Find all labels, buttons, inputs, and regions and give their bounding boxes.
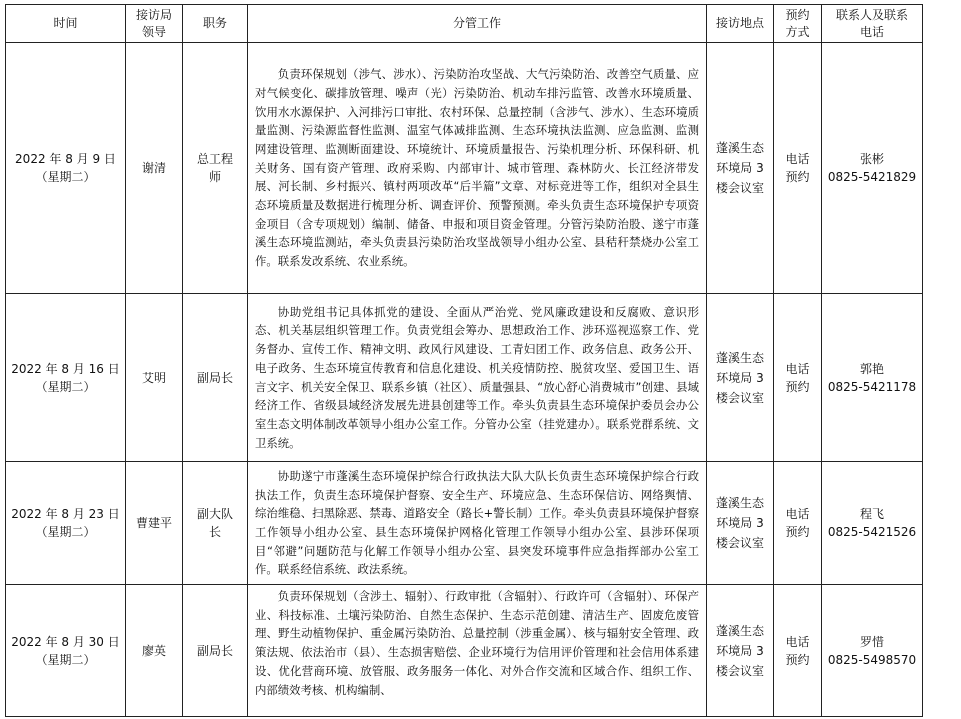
method-cell: 电话预约 [774, 462, 822, 585]
contact-phone: 0825-5421178 [827, 379, 917, 394]
contact-phone: 0825-5421526 [827, 525, 917, 539]
place-cell: 蓬溪生态环境局 3 楼会议室 [707, 585, 774, 717]
date-cell [6, 294, 126, 462]
header-position: 职务 [183, 5, 248, 43]
position-cell: 副大队长 [183, 462, 248, 585]
contact-cell [822, 585, 923, 717]
leader-cell: 廖英 [126, 585, 183, 717]
contact-cell [822, 462, 923, 585]
place-cell: 蓬溪生态环境局 3 楼会议室 [707, 462, 774, 585]
schedule-table-wrapper [5, 4, 923, 717]
method-cell: 电话预约 [774, 294, 822, 462]
duties-cell: 协助党组书记具体抓党的建设、全面从严治党、党风廉政建设和反腐败、意识形态、机关基层组织管理工作。负责党组会筹办、思想政治工作、涉环巡视巡察工作、党务督办、宣传工作、精神文明、政风行风建设、工青妇团工作、政务信息、政务公开、电子政务、生态环境宣传教育和信息化建设、机关疫情防控、脱贫攻坚、爱国卫生、语言文字、机关安全保卫、联系乡镇（社区）、质量强县、“放心舒心消费城市”创建、县域经济工作、省级县域经济发展先进县创建等工作。牵头负责县生态环境保护委员会办公室生态文明体制改革领导小组办公室工作。分管办公室（挂党建办）。联系党群系统、文卫系统。 [248, 294, 707, 462]
contact-cell [822, 294, 923, 462]
header-place: 接访地点 [707, 5, 774, 43]
weekday-text: （星期二） [35, 379, 96, 394]
table-row [6, 462, 923, 585]
position-cell: 副局长 [183, 294, 248, 462]
date-text: 2022 年 8 月 30 日 [11, 634, 120, 649]
leader-cell: 曹建平 [126, 462, 183, 585]
place-cell: 蓬溪生态环境局 3 楼会议室 [707, 294, 774, 462]
leader-cell: 艾明 [126, 294, 183, 462]
table-row [6, 585, 923, 717]
contact-name: 罗惜 [859, 634, 884, 649]
position-cell: 总工程师 [183, 43, 248, 294]
header-leader: 接访局领导 [126, 5, 183, 43]
duties-cell: 协助遂宁市蓬溪生态环境保护综合行政执法大队大队长负责生态环境保护综合行政执法工作，负责生态环境保护督察、安全生产、环境应急、生态环保信访、网络舆情、综治维稳、扫黑除恶、禁毒、道路安全（路长+警长制）工作。牵头负责县环境保护督察工作领导小组办公室、县生态环境保护网格化管理工作领导小组办公室、县涉环保项目“邻避”问题防范与化解工作领导小组办公室、县突发环境事件应急指挥部办公室工作。联系经信系统、政法系统。 [248, 462, 707, 585]
contact-cell [822, 43, 923, 294]
date-cell [6, 585, 126, 717]
contact-phone: 0825-5498570 [827, 652, 917, 667]
duties-text: 负责环保规划（含涉土、辐射）、行政审批（含辐射）、行政许可（含辐射）、环保产业、科技标准、土壤污染防治、自然生态保护、生态示范创建、清洁生产、固废危废管理、野生动植物保护、重金属污染防治、总量控制（涉重金属）、核与辐射安全管理、政策法规、依法治市（县）、生态损害赔偿、企业环境行为信用评价管理和社会信用体系建设、优化营商环境、放管服、政务服务一体化、对外合作交流和区域合作、组织工作、内部绩效考核、机构编制、 [255, 589, 699, 697]
method-cell: 电话预约 [774, 43, 822, 294]
table-row [6, 43, 923, 294]
place-cell: 蓬溪生态环境局 3 楼会议室 [707, 43, 774, 294]
date-text: 2022 年 8 月 23 日 [11, 507, 120, 521]
date-text: 2022 年 8 月 16 日 [11, 361, 120, 376]
date-cell [6, 462, 126, 585]
date-cell [6, 43, 126, 294]
header-contact: 联系人及联系电话 [822, 5, 923, 43]
leader-cell: 谢清 [126, 43, 183, 294]
duties-cell: 负责环保规划（涉气、涉水）、污染防治攻坚战、大气污染防治、改善空气质量、应对气候变化、碳排放管理、噪声（光）污染防治、机动车排污监管、改善水环境质量、饮用水水源保护、入河排污口审批、农村环保、总量控制（含涉气、涉水）、生态环境质量监测、污染源监督性监测、温室气体减排监测、生态环境执法监测、应急监测、监测网建设管理、监测断面建设、环境统计、环境质量报告、污染机理分析、环保科研、机关财务、国有资产管理、政府采购、内部审计、城市管理、森林防火、长江经济带发展、河长制、乡村振兴、镇村两项改革“后半篇”文章、对标竞进等工作，组织对全县生态环境质量及数据进行梳理分析、调查评价、预警预测。牵头负责生态环境保护专项资金项目（含专项规划）编制、储备、申报和项目资金管理。分管污染防治股、遂宁市蓬溪生态环境监测站，牵头负责县污染防治攻坚战领导小组办公室、县秸秆禁烧办公室工作。联系发改系统、农业系统。 [248, 43, 707, 294]
header-time: 时间 [6, 5, 126, 43]
header-row [6, 5, 923, 43]
contact-name: 张彬 [859, 152, 884, 166]
weekday-text: （星期二） [35, 525, 96, 539]
header-duties: 分管工作 [248, 5, 707, 43]
weekday-text: （星期二） [35, 652, 96, 667]
contact-phone: 0825-5421829 [827, 170, 917, 184]
weekday-text: （星期二） [35, 170, 96, 184]
date-text: 2022 年 8 月 9 日 [15, 152, 116, 166]
duties-cell [248, 585, 707, 717]
method-cell: 电话预约 [774, 585, 822, 717]
contact-name: 程飞 [859, 507, 884, 521]
table-row [6, 294, 923, 462]
reception-schedule-table [5, 4, 923, 717]
header-method: 预约方式 [774, 5, 822, 43]
contact-name: 郭艳 [859, 361, 884, 376]
position-cell: 副局长 [183, 585, 248, 717]
